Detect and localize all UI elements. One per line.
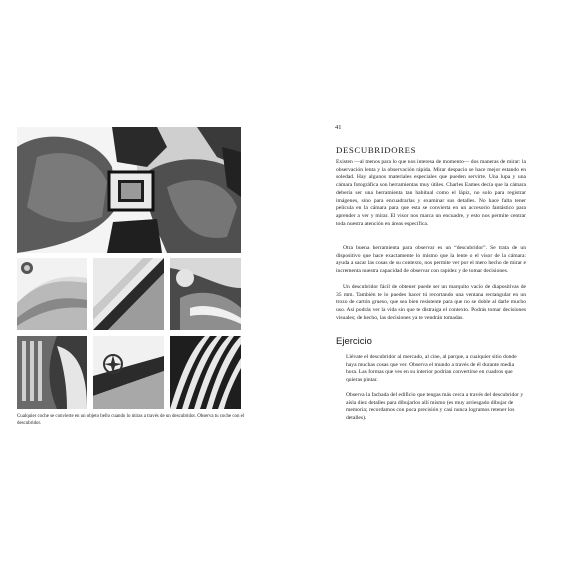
- page-number: 41: [335, 124, 342, 131]
- car-detail-photo-4: [17, 336, 87, 409]
- hands-viewfinder-image: [17, 127, 241, 253]
- hands-holding-viewfinder-photo: [17, 127, 241, 253]
- car-fender-image: [170, 258, 241, 330]
- chapter-title: DESCUBRIDORES: [336, 145, 417, 155]
- exercise-paragraph: Observa la fachada del edificio que tengas más cerca a través del descubridor y aísla diez detalles para dibujarlos allí mismo (es muy arriesgado dibujar de memoria; recordamos con poca precisión y casi nunca logramos retener los detalles).: [346, 392, 524, 422]
- body-paragraph: Otra buena herramienta para observar es un “descubridor”. Se trata de un dispositivo que hace exactamente lo mismo que la lente o el visor de la cámara: ayuda a sacar las cosas de su contexto, nos permite ver por el mero hecho de mirar e incrementa nuestra capacidad de observar con rapidez y de tomar decisiones.: [336, 245, 526, 275]
- section-title-ejercicio: Ejercicio: [336, 336, 372, 347]
- car-curve-image: [17, 258, 87, 330]
- car-star-image: [93, 336, 164, 409]
- photo-caption: Cualquier coche se convierte en un objeto bello cuando lo miras a través de un descubridor. Observa tu coche con el descubridor.: [17, 414, 245, 427]
- body-paragraph: Existen —al menos para lo que nos interesa de momento— dos maneras de mirar: la observación lenta y la observación rápida. Mirar despacio se hace mejor estando en soledad. Hay algunos materiales especiales que pueden servirte. Una lupa y una cámara fotográfica son herramientas muy útiles. Charles Eames decía que la cámara debería ser una herramienta tan habitual como el lápiz, no solo para registrar imágenes, sino para encuadrarlas y examinar sus detalles. No hace falta tener película en la cámara para que esta se convierta en un accesorio fantástico para aprender a ver y mirar. El visor nos marca un encuadre, y esto nos permite centrar toda nuestra atención en áreas específica.: [336, 159, 526, 227]
- car-detail-photo-2: [93, 258, 164, 330]
- body-paragraph: Un descubridor fácil de obtener puede ser un marquito vacío de diapositivas de 35 mm. También te lo puedes hacer tú recortando una ventana rectangular en un trozo de cartón grueso, que sea bien resistente para que no se doble al darle mucho uso. Así podrás ver la vida sin que te distraiga el contexto. Podrás tomar decisiones visuales; de hecho, las decisiones ya te vendrán tomadas.: [336, 284, 526, 321]
- car-diagonal-image: [93, 258, 164, 330]
- car-vents-image: [170, 336, 241, 409]
- car-detail-photo-5: [93, 336, 164, 409]
- car-detail-photo-6: [170, 336, 241, 409]
- exercise-paragraph: Llévate el descubridor al mercado, al cine, al parque, a cualquier sitio donde haya muchas cosas que ver. Observa el mundo a través de él durante media hora. Las formas que ves en su interior podrían convertirse en cuadros que quieras pintar.: [346, 354, 517, 384]
- car-grille-image: [17, 336, 87, 409]
- car-detail-photo-1: [17, 258, 87, 330]
- car-detail-photo-3: [170, 258, 241, 330]
